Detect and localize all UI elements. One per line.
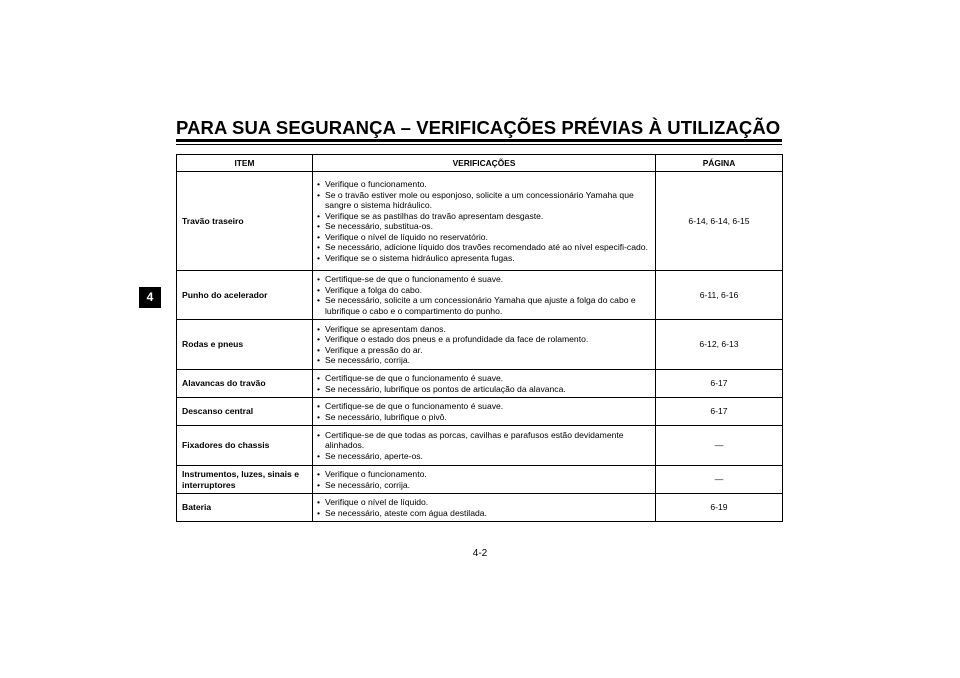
check-list-item <box>317 497 651 508</box>
check-text: Verifique o estado dos pneus e a profundidade da face de rolamento. <box>325 334 589 344</box>
page-title: PARA SUA SEGURANÇA – VERIFICAÇÕES PRÉVIAS À UTILIZAÇÃO <box>176 117 781 138</box>
bullet-icon: • <box>317 210 321 221</box>
check-text: Verifique a folga do cabo. <box>325 284 422 295</box>
bullet-icon: • <box>317 221 321 231</box>
title-rule <box>176 139 782 142</box>
check-text: Se necessário, aperte-os. <box>325 450 423 461</box>
bullet-icon: • <box>317 252 321 263</box>
checks-list <box>317 430 651 462</box>
checks-list <box>317 497 651 518</box>
check-list-item <box>317 190 651 211</box>
bullet-icon: • <box>317 344 321 355</box>
row-checks <box>313 494 656 522</box>
check-list-item <box>317 285 651 296</box>
check-text: Verifique se apresentam danos. <box>325 323 446 334</box>
row-checks <box>313 370 656 398</box>
row-item-name: Bateria <box>177 494 313 522</box>
bullet-icon: • <box>317 383 321 394</box>
row-page-ref: 6-19 <box>656 494 783 522</box>
table-row <box>177 370 783 398</box>
check-list-item <box>317 373 651 384</box>
bullet-icon: • <box>317 450 321 461</box>
row-item-name: Fixadores do chassis <box>177 426 313 466</box>
row-checks <box>313 426 656 466</box>
row-page-ref: 6-17 <box>656 370 783 398</box>
row-page-ref: 6-17 <box>656 398 783 426</box>
check-list-item <box>317 242 651 253</box>
checks-list <box>317 179 651 263</box>
table-row <box>177 426 783 466</box>
bullet-icon: • <box>317 429 321 440</box>
check-list-item <box>317 451 651 462</box>
check-text: Se necessário, solicite a um concessionário Yamaha que ajuste a folga do cabo e lubrifique o cabo e o compartimento do punho. <box>325 295 636 316</box>
row-page-ref: 6-12, 6-13 <box>656 320 783 370</box>
bullet-icon: • <box>317 497 321 507</box>
row-checks <box>313 172 656 271</box>
check-list-item <box>317 179 651 190</box>
bullet-icon: • <box>317 323 321 334</box>
row-page-ref: 6-11, 6-16 <box>656 271 783 320</box>
check-text: Certifique-se de que o funcionamento é suave. <box>325 373 504 383</box>
table-row <box>177 271 783 320</box>
check-text: Se necessário, lubrifique os pontos de articulação da alavanca. <box>325 383 566 394</box>
row-page-ref: — <box>656 426 783 466</box>
row-item-name: Descanso central <box>177 398 313 426</box>
check-list-item <box>317 355 651 366</box>
bullet-icon: • <box>317 334 321 344</box>
checks-list <box>317 274 651 316</box>
header-item: ITEM <box>177 155 313 172</box>
row-checks <box>313 320 656 370</box>
check-list-item <box>317 345 651 356</box>
check-list-item <box>317 324 651 335</box>
bullet-icon: • <box>317 274 321 284</box>
check-text: Verifique o nível de líquido. <box>325 497 429 507</box>
check-list-item <box>317 508 651 519</box>
bullet-icon: • <box>317 179 321 189</box>
title-rule-thin <box>176 144 782 145</box>
row-item-name: Instrumentos, luzes, sinais e interruptores <box>177 466 313 494</box>
check-text: Se o travão estiver mole ou esponjoso, solicite a um concessionário Yamaha que sangre o sistema hidráulico. <box>325 189 634 210</box>
check-list-item <box>317 211 651 222</box>
check-list-item <box>317 401 651 412</box>
bullet-icon: • <box>317 231 321 242</box>
check-list-item <box>317 274 651 285</box>
check-text: Verifique a pressão do ar. <box>325 344 423 355</box>
bullet-icon: • <box>317 373 321 383</box>
header-checks: VERIFICAÇÕES <box>313 155 656 172</box>
bullet-icon: • <box>317 242 321 252</box>
row-item-name: Rodas e pneus <box>177 320 313 370</box>
bullet-icon: • <box>317 411 321 422</box>
bullet-icon: • <box>317 469 321 479</box>
bullet-icon: • <box>317 401 321 411</box>
check-list-item <box>317 253 651 264</box>
bullet-icon: • <box>317 295 321 305</box>
check-text: Se necessário, corrija. <box>325 355 411 365</box>
bullet-icon: • <box>317 355 321 365</box>
check-text: Verifique se as pastilhas do travão apresentam desgaste. <box>325 210 544 221</box>
table-row <box>177 320 783 370</box>
check-text: Se necessário, substitua-os. <box>325 221 433 231</box>
check-text: Verifique se o sistema hidráulico apresenta fugas. <box>325 252 515 263</box>
chapter-tab: 4 <box>139 287 161 308</box>
bullet-icon: • <box>317 284 321 295</box>
check-text: Verifique o funcionamento. <box>325 469 427 479</box>
table-header-row <box>177 155 783 172</box>
bullet-icon: • <box>317 479 321 490</box>
check-text: Certifique-se de que o funcionamento é suave. <box>325 401 504 411</box>
checks-list <box>317 324 651 366</box>
check-list-item <box>317 232 651 243</box>
check-text: Verifique o funcionamento. <box>325 179 427 189</box>
checks-list <box>317 373 651 394</box>
checks-list <box>317 401 651 422</box>
check-list-item <box>317 221 651 232</box>
row-item-name: Travão traseiro <box>177 172 313 271</box>
row-checks <box>313 398 656 426</box>
table-row <box>177 172 783 271</box>
check-text: Verifique o nível de líquido no reservatório. <box>325 231 488 242</box>
bullet-icon: • <box>317 189 321 200</box>
checks-list <box>317 469 651 490</box>
check-text: Se necessário, corrija. <box>325 479 411 490</box>
table-row <box>177 494 783 522</box>
check-list-item <box>317 384 651 395</box>
page-number: 4-2 <box>472 548 488 559</box>
check-list-item <box>317 469 651 480</box>
check-list-item <box>317 412 651 423</box>
check-list-item <box>317 480 651 491</box>
check-text: Certifique-se de que o funcionamento é suave. <box>325 274 504 284</box>
row-page-ref: — <box>656 466 783 494</box>
table-row <box>177 398 783 426</box>
bullet-icon: • <box>317 507 321 518</box>
row-item-name: Alavancas do travão <box>177 370 313 398</box>
header-page: PÁGINA <box>656 155 783 172</box>
check-text: Se necessário, lubrifique o pivô. <box>325 411 447 422</box>
row-page-ref: 6-14, 6-14, 6-15 <box>656 172 783 271</box>
table-row <box>177 466 783 494</box>
row-item-name: Punho do acelerador <box>177 271 313 320</box>
row-checks <box>313 271 656 320</box>
pre-operation-checks-table <box>176 154 783 522</box>
check-text: Se necessário, ateste com água destilada. <box>325 507 487 518</box>
check-list-item <box>317 334 651 345</box>
row-checks <box>313 466 656 494</box>
check-text: Se necessário, adicione líquido dos travões recomendado até ao nível especifi-cado. <box>325 242 648 252</box>
check-list-item <box>317 430 651 451</box>
check-text: Certifique-se de que todas as porcas, cavilhas e parafusos estão devidamente alinhados. <box>325 429 624 451</box>
check-list-item <box>317 295 651 316</box>
